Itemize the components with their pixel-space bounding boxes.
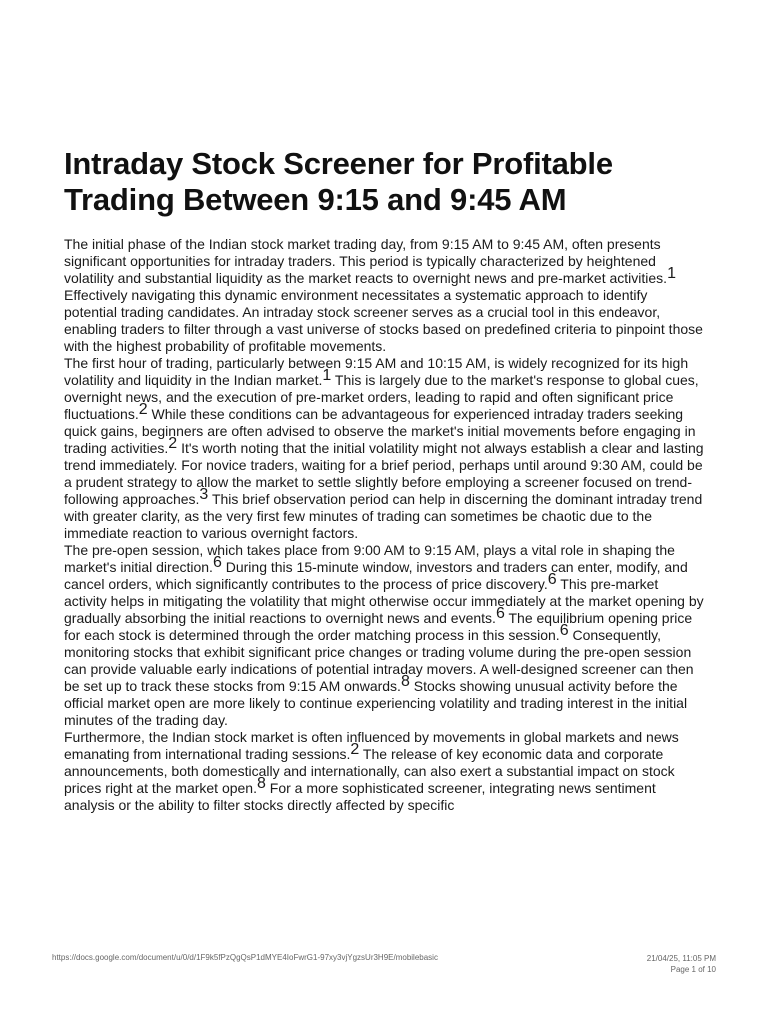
body-paragraph: [64, 542, 704, 729]
document-title: Intraday Stock Screener for Profitable Trading Between 9:15 and 9:45 AM: [64, 146, 613, 217]
citation-marker: 6: [212, 554, 222, 571]
text-run: This is largely due to the market's response to global cues, overnight news, and the execution of pre-market orders, leading to rapid and often significant price fluctuations.: [64, 372, 699, 422]
text-run: This brief observation period can help in discerning the dominant intraday trend with greater clarity, as the very first few minutes of trading can sometimes be chaotic due to the immediate reaction to various overnight factors.: [64, 491, 703, 541]
text-run: While these conditions can be advantageous for experienced intraday traders seeking quick gains, beginners are often advised to observe the market's initial movements before engaging in trading activities.: [64, 406, 696, 456]
text-run: The equilibrium opening price for each stock is determined through the order matching process in this session.: [64, 610, 693, 643]
citation-marker: 1: [322, 367, 332, 384]
text-run: The initial phase of the Indian stock market trading day, from 9:15 AM to 9:45 AM, often presents significant opportunities for intraday traders. This period is typically characterized by heightened volatility and substantial liquidity as the market reacts to overnight news and pre-market activities.: [64, 236, 668, 286]
citation-marker: 6: [559, 622, 569, 639]
text-run: The pre-open session, which takes place from 9:00 AM to 9:15 AM, plays a vital role in shaping the market's initial direction.: [64, 542, 675, 575]
document-body: [64, 236, 704, 814]
text-run: Effectively navigating this dynamic environment necessitates a systematic approach to identify potential trading candidates. An intraday stock screener serves as a crucial tool in this endeavor, enabling traders to filter through a vast universe of stocks based on predefined criteria to pinpoint those with the highest probability of profitable movements.: [64, 287, 703, 354]
text-run: Stocks showing unusual activity before the official market open are more likely to continue experiencing volatility and trading interest in the initial minutes of the trading day.: [64, 678, 688, 728]
text-run: It's worth noting that the initial volatility might not always establish a clear and lasting trend immediately. For novice traders, waiting for a brief period, perhaps until around 9:30 AM, could be a prudent strategy to allow the market to settle slightly before employing a screener focused on trend-following approaches.: [64, 440, 704, 507]
document-page: [64, 146, 704, 814]
citation-marker: 8: [400, 673, 410, 690]
citation-marker: 8: [257, 775, 266, 792]
citation-marker: 6: [495, 605, 505, 622]
citation-marker: 2: [168, 435, 178, 452]
footer-page-number: Page 1 of 10: [670, 965, 716, 974]
text-run: Consequently, monitoring stocks that exhibit significant price changes or trading volume during the pre-open session can provide valuable early indications of potential intraday movers. A well-designed screener can then be set up to track these stocks from 9:15 AM onwards.: [64, 627, 694, 694]
body-paragraph: [64, 236, 704, 355]
citation-marker: 6: [547, 571, 557, 588]
text-run: For a more sophisticated screener, integrating news sentiment analysis or the ability to filter stocks directly affected by specific: [64, 780, 656, 813]
body-paragraph: [64, 729, 704, 814]
citation-marker: 2: [350, 741, 360, 758]
text-run: Furthermore, the Indian stock market is often influenced by movements in global markets and news emanating from international trading sessions.: [64, 729, 679, 762]
footer-meta: [647, 953, 716, 975]
text-run: The first hour of trading, particularly between 9:15 AM and 10:15 AM, is widely recognized for its high volatility and liquidity in the Indian market.: [64, 355, 689, 388]
body-paragraph: [64, 355, 704, 542]
citation-marker: 2: [138, 401, 148, 418]
text-run: This pre-market activity helps in mitigating the volatility that might otherwise occur immediately at the market opening by gradually absorbing the initial reactions to overnight news and events.: [64, 576, 704, 626]
text-run: The release of key economic data and corporate announcements, both domestically and internationally, can also exert a substantial impact on stock prices right at the market open.: [64, 746, 675, 796]
footer-url: https://docs.google.com/document/u/0/d/1F9k5fPzQgQsP1dMYE4IoFwrG1-97xy3vjYgzsUr3H9E/mobilebasic: [52, 953, 438, 962]
text-run: During this 15-minute window, investors and traders can enter, modify, and cancel orders, which significantly contributes to the process of price discovery.: [64, 559, 688, 592]
citation-marker: 1: [667, 265, 676, 282]
citation-marker: 3: [199, 486, 209, 503]
footer-datetime: 21/04/25, 11:05 PM: [646, 954, 716, 963]
